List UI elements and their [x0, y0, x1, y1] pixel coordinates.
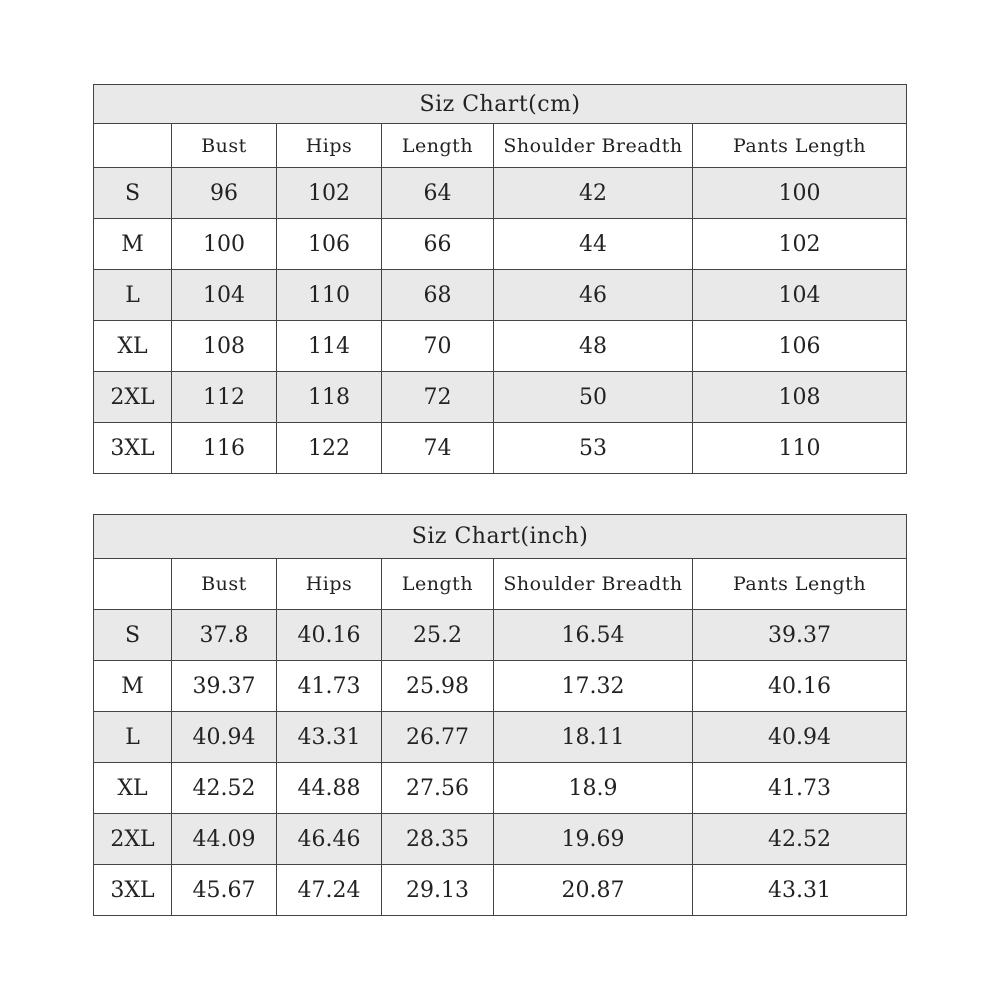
header-cell-hips: Hips	[277, 124, 382, 168]
table-row	[94, 814, 907, 865]
pants-length-cell: 102	[693, 219, 907, 270]
size-cell: M	[94, 219, 172, 270]
hips-cell: 102	[277, 168, 382, 219]
size-cell: 3XL	[94, 865, 172, 916]
bust-cell: 116	[172, 423, 277, 474]
size-cell: 2XL	[94, 372, 172, 423]
table-row	[94, 168, 907, 219]
size-chart-cm	[93, 84, 907, 474]
pants-length-cell: 108	[693, 372, 907, 423]
table-row	[94, 270, 907, 321]
header-cell-pants-length: Pants Length	[693, 559, 907, 610]
length-cell: 26.77	[382, 712, 494, 763]
header-cell-bust: Bust	[172, 559, 277, 610]
shoulder-breadth-cell: 46	[494, 270, 693, 321]
table-row	[94, 661, 907, 712]
size-cell: S	[94, 168, 172, 219]
hips-cell: 47.24	[277, 865, 382, 916]
shoulder-breadth-cell: 18.11	[494, 712, 693, 763]
table-row	[94, 372, 907, 423]
size-cell: S	[94, 610, 172, 661]
shoulder-breadth-cell: 16.54	[494, 610, 693, 661]
shoulder-breadth-cell: 20.87	[494, 865, 693, 916]
bust-cell: 44.09	[172, 814, 277, 865]
hips-cell: 40.16	[277, 610, 382, 661]
shoulder-breadth-cell: 50	[494, 372, 693, 423]
table-row	[94, 763, 907, 814]
hips-cell: 41.73	[277, 661, 382, 712]
pants-length-cell: 106	[693, 321, 907, 372]
shoulder-breadth-cell: 17.32	[494, 661, 693, 712]
hips-cell: 110	[277, 270, 382, 321]
shoulder-breadth-cell: 18.9	[494, 763, 693, 814]
hips-cell: 46.46	[277, 814, 382, 865]
size-cell: XL	[94, 763, 172, 814]
shoulder-breadth-cell: 44	[494, 219, 693, 270]
pants-length-cell: 43.31	[693, 865, 907, 916]
length-cell: 28.35	[382, 814, 494, 865]
pants-length-cell: 100	[693, 168, 907, 219]
header-cell-size	[94, 559, 172, 610]
size-chart-inch	[93, 514, 907, 916]
header-cell-length: Length	[382, 559, 494, 610]
length-cell: 70	[382, 321, 494, 372]
size-cell: M	[94, 661, 172, 712]
hips-cell: 106	[277, 219, 382, 270]
size-cell: 3XL	[94, 423, 172, 474]
pants-length-cell: 39.37	[693, 610, 907, 661]
pants-length-cell: 40.16	[693, 661, 907, 712]
hips-cell: 114	[277, 321, 382, 372]
length-cell: 68	[382, 270, 494, 321]
length-cell: 74	[382, 423, 494, 474]
length-cell: 64	[382, 168, 494, 219]
table-row	[94, 219, 907, 270]
bust-cell: 45.67	[172, 865, 277, 916]
bust-cell: 108	[172, 321, 277, 372]
hips-cell: 118	[277, 372, 382, 423]
size-cell: 2XL	[94, 814, 172, 865]
pants-length-cell: 104	[693, 270, 907, 321]
shoulder-breadth-cell: 48	[494, 321, 693, 372]
size-cell: L	[94, 270, 172, 321]
shoulder-breadth-cell: 53	[494, 423, 693, 474]
shoulder-breadth-cell: 42	[494, 168, 693, 219]
length-cell: 27.56	[382, 763, 494, 814]
length-cell: 72	[382, 372, 494, 423]
header-cell-length: Length	[382, 124, 494, 168]
bust-cell: 39.37	[172, 661, 277, 712]
bust-cell: 42.52	[172, 763, 277, 814]
table-row	[94, 865, 907, 916]
table-row	[94, 423, 907, 474]
table-row	[94, 321, 907, 372]
size-cell: L	[94, 712, 172, 763]
header-cell-bust: Bust	[172, 124, 277, 168]
header-cell-shoulder-breadth: Shoulder Breadth	[494, 559, 693, 610]
pants-length-cell: 42.52	[693, 814, 907, 865]
header-cell-shoulder-breadth: Shoulder Breadth	[494, 124, 693, 168]
bust-cell: 112	[172, 372, 277, 423]
header-cell-pants-length: Pants Length	[693, 124, 907, 168]
hips-cell: 43.31	[277, 712, 382, 763]
bust-cell: 104	[172, 270, 277, 321]
bust-cell: 37.8	[172, 610, 277, 661]
pants-length-cell: 110	[693, 423, 907, 474]
table-title: Siz Chart(inch)	[94, 515, 907, 559]
length-cell: 29.13	[382, 865, 494, 916]
bust-cell: 100	[172, 219, 277, 270]
bust-cell: 96	[172, 168, 277, 219]
header-cell-hips: Hips	[277, 559, 382, 610]
table-row	[94, 610, 907, 661]
pants-length-cell: 40.94	[693, 712, 907, 763]
pants-length-cell: 41.73	[693, 763, 907, 814]
hips-cell: 44.88	[277, 763, 382, 814]
table-title: Siz Chart(cm)	[94, 85, 907, 124]
table-row	[94, 712, 907, 763]
length-cell: 66	[382, 219, 494, 270]
length-cell: 25.2	[382, 610, 494, 661]
header-cell-size	[94, 124, 172, 168]
size-cell: XL	[94, 321, 172, 372]
length-cell: 25.98	[382, 661, 494, 712]
bust-cell: 40.94	[172, 712, 277, 763]
hips-cell: 122	[277, 423, 382, 474]
shoulder-breadth-cell: 19.69	[494, 814, 693, 865]
